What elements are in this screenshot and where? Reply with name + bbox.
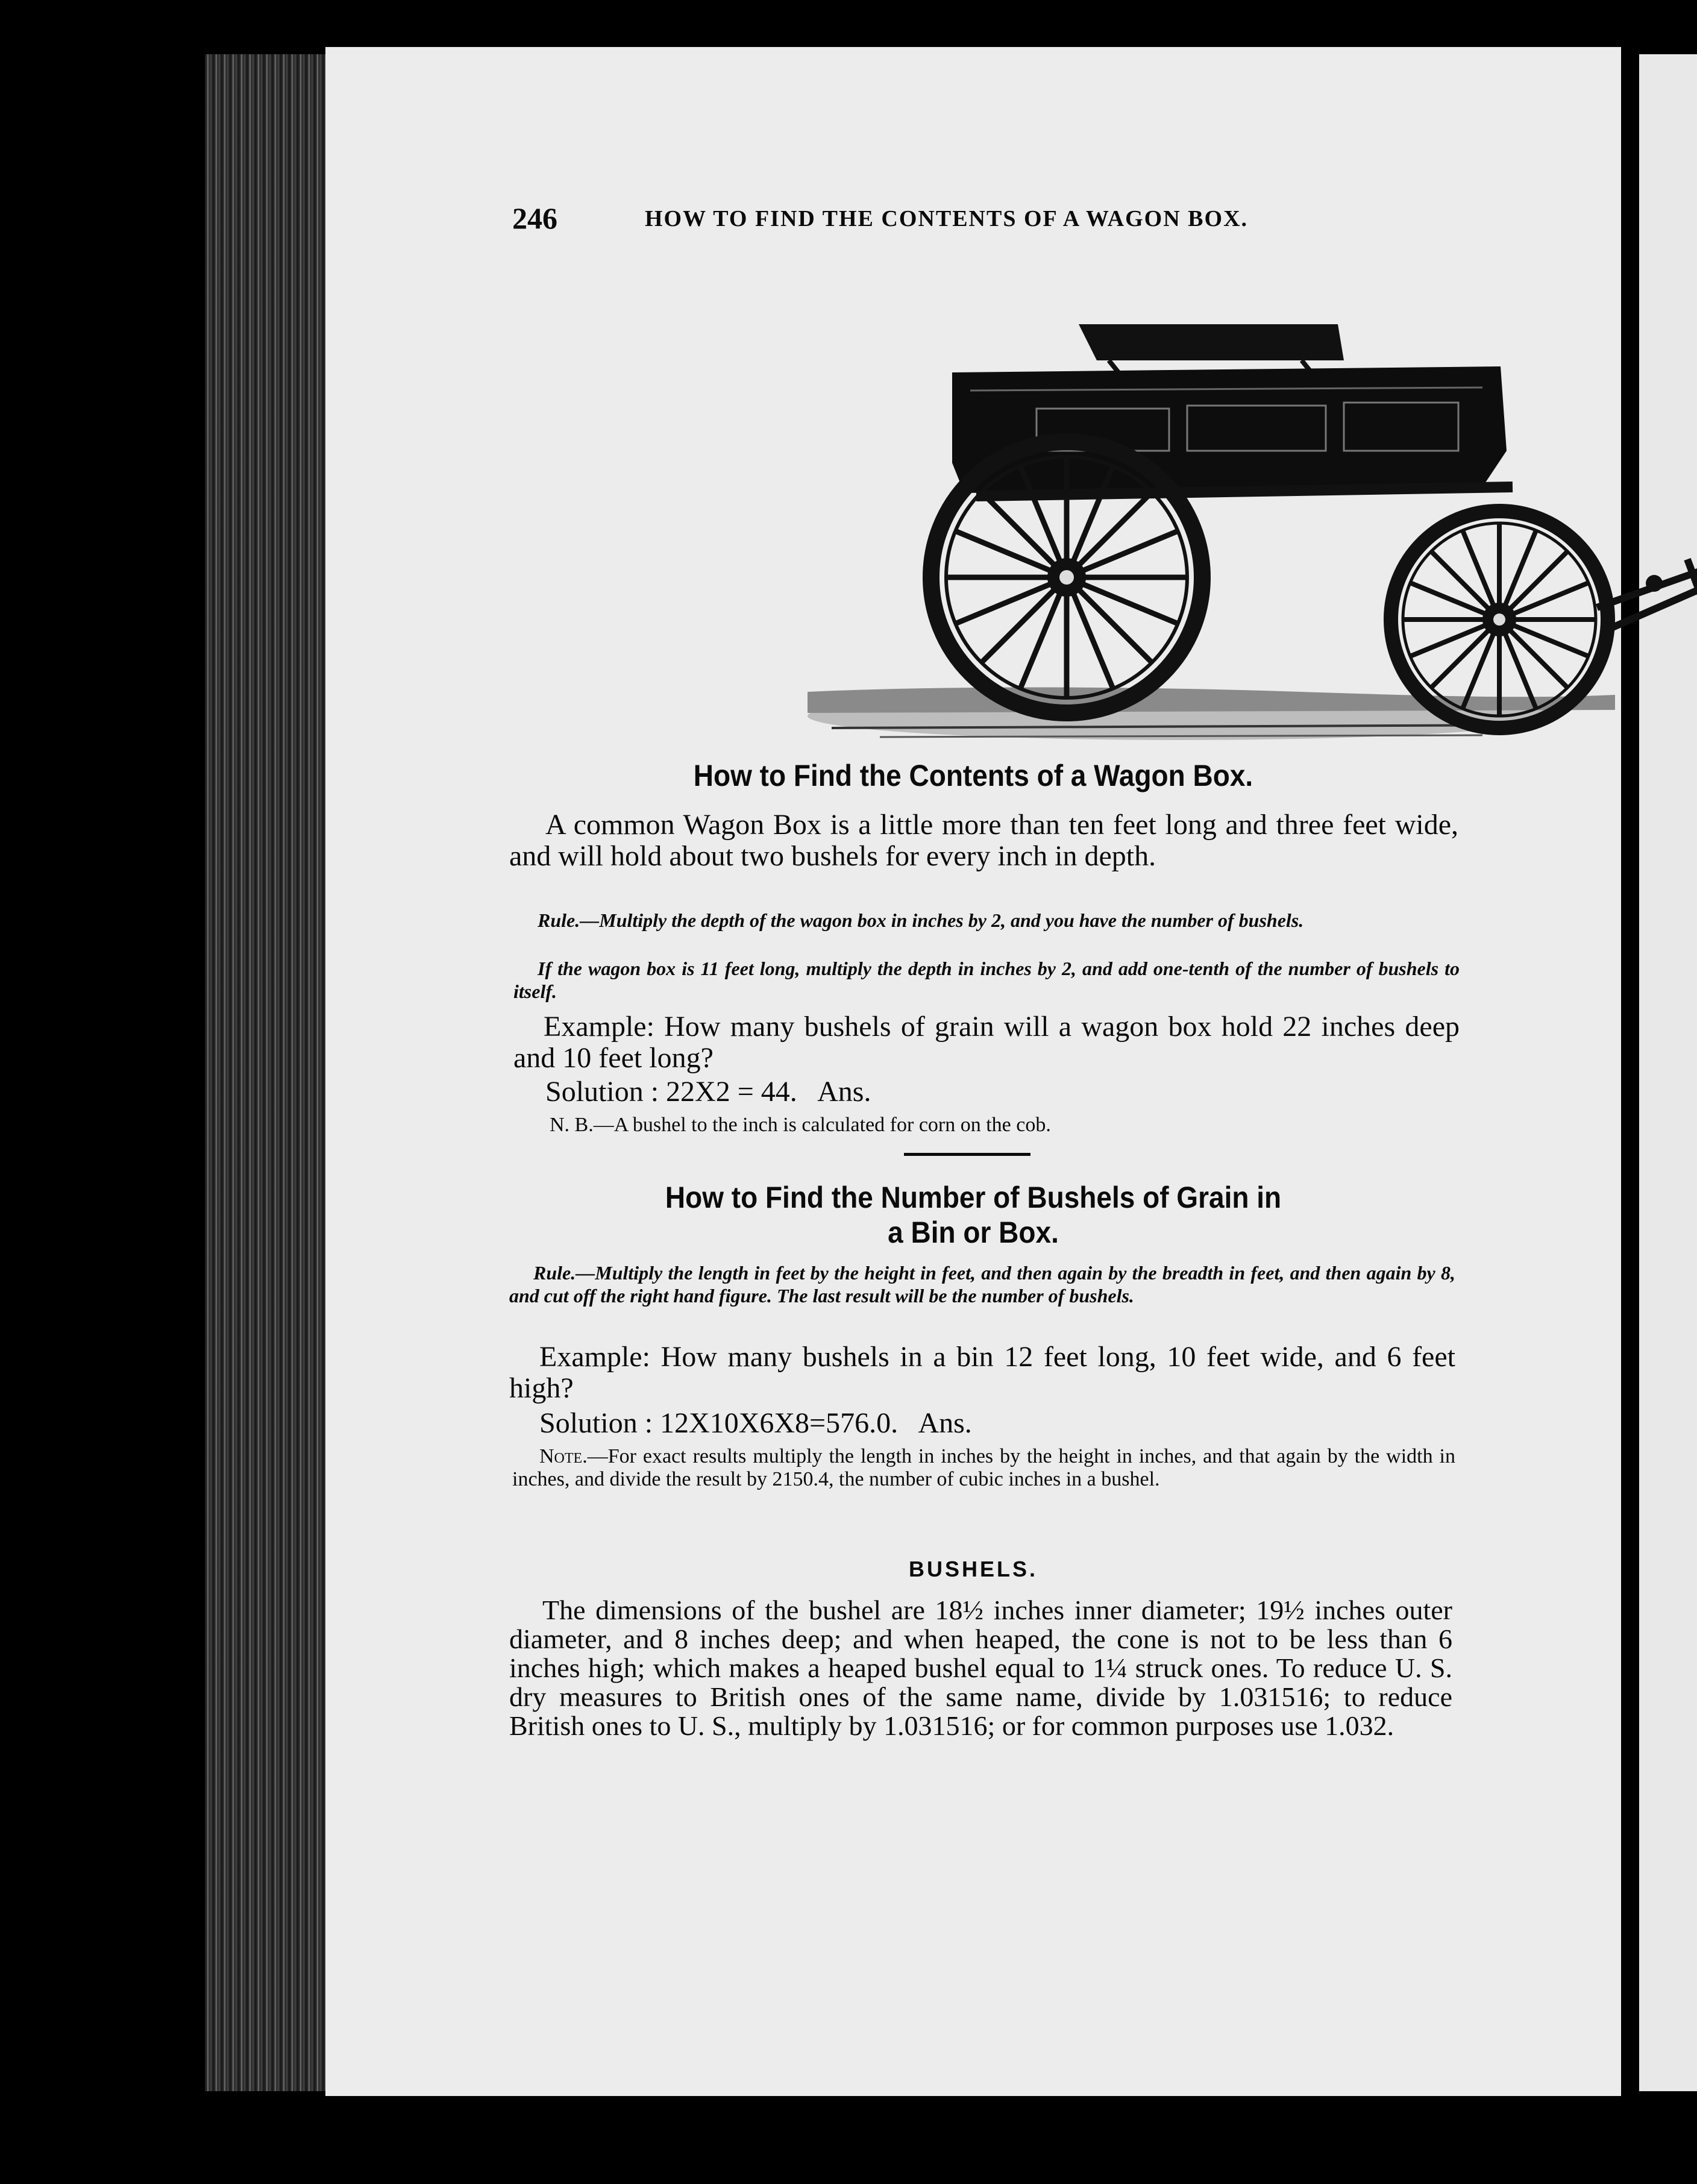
running-head-title: HOW TO FIND THE CONTENTS OF A WAGON BOX. xyxy=(645,206,1249,231)
wagon-box xyxy=(952,366,1513,496)
wagon-box-rule-2: If the wagon box is 11 feet long, multiply the depth in inches by 2, and add one-tenth of the number of bushels to itself. xyxy=(513,958,1460,1002)
section-heading-wagon-box: How to Find the Contents of a Wagon Box. xyxy=(693,759,1253,792)
rule-text: —Multiply the depth of the wagon box in inches by 2, and you have the number of bushels. xyxy=(580,909,1304,931)
section-heading-bushels: BUSHELS. xyxy=(908,1557,1038,1581)
wagon-box-intro: A common Wagon Box is a little more than ten feet long and three feet wide, and will hold about two bushels for every inch in depth. xyxy=(509,809,1458,872)
front-wheel xyxy=(1391,511,1608,728)
rear-wheel xyxy=(931,442,1202,713)
book-page-edges xyxy=(205,54,325,2091)
wagon-box-nb: N. B.—A bushel to the inch is calculated for corn on the cob. xyxy=(550,1114,1051,1136)
wagon-box-rule xyxy=(513,909,1460,932)
bin-note xyxy=(512,1445,1455,1491)
note-text: —For exact results multiply the length in inches by the height in inches, and that again by the width in inches, and divide the result by 2150.4, the number of cubic inches in a bushel. xyxy=(512,1445,1455,1490)
note-label: Note. xyxy=(539,1445,588,1467)
wagon-illustration xyxy=(579,270,1697,758)
wagon-box-solution: Solution : 22X2 = 44. Ans. xyxy=(545,1076,871,1108)
bin-example: Example: How many bushels in a bin 12 feet long, 10 feet wide, and 6 feet high? xyxy=(509,1341,1455,1404)
rule-label: Rule. xyxy=(538,909,580,931)
wagon-box-example: Example: How many bushels of grain will a wagon box hold 22 inches deep and 10 feet long? xyxy=(513,1011,1460,1074)
bin-solution: Solution : 12X10X6X8=576.0. Ans. xyxy=(539,1407,972,1439)
bin-rule: Rule.—Multiply the length in feet by the height in feet, and then again by the breadth in feet, and then again by 8, and cut off the right hand figure. The last result will be the number of bushels. xyxy=(509,1262,1455,1307)
bushels-text: The dimensions of the bushel are 18½ inches inner diameter; 19½ inches outer diameter, and 8 inches deep; and when heaped, the cone is not to be less than 6 inches high; which makes a heaped bushel equal to 1¼ struck ones. To reduce U. S. dry measures to British ones of the same name, divide by 1.031516; to reduce British ones to U. S., multiply by 1.031516; or for common purposes use 1.032. xyxy=(509,1595,1452,1741)
page-number: 246 xyxy=(512,201,557,235)
section-heading-bin-or-box xyxy=(377,1180,1569,1250)
wagon-seat xyxy=(1079,324,1344,360)
heading-line-2: a Bin or Box. xyxy=(888,1216,1059,1249)
heading-line-1: How to Find the Number of Bushels of Grain in xyxy=(665,1181,1282,1214)
section-divider xyxy=(904,1153,1030,1156)
running-head xyxy=(512,201,1651,249)
book-page xyxy=(325,47,1621,2096)
